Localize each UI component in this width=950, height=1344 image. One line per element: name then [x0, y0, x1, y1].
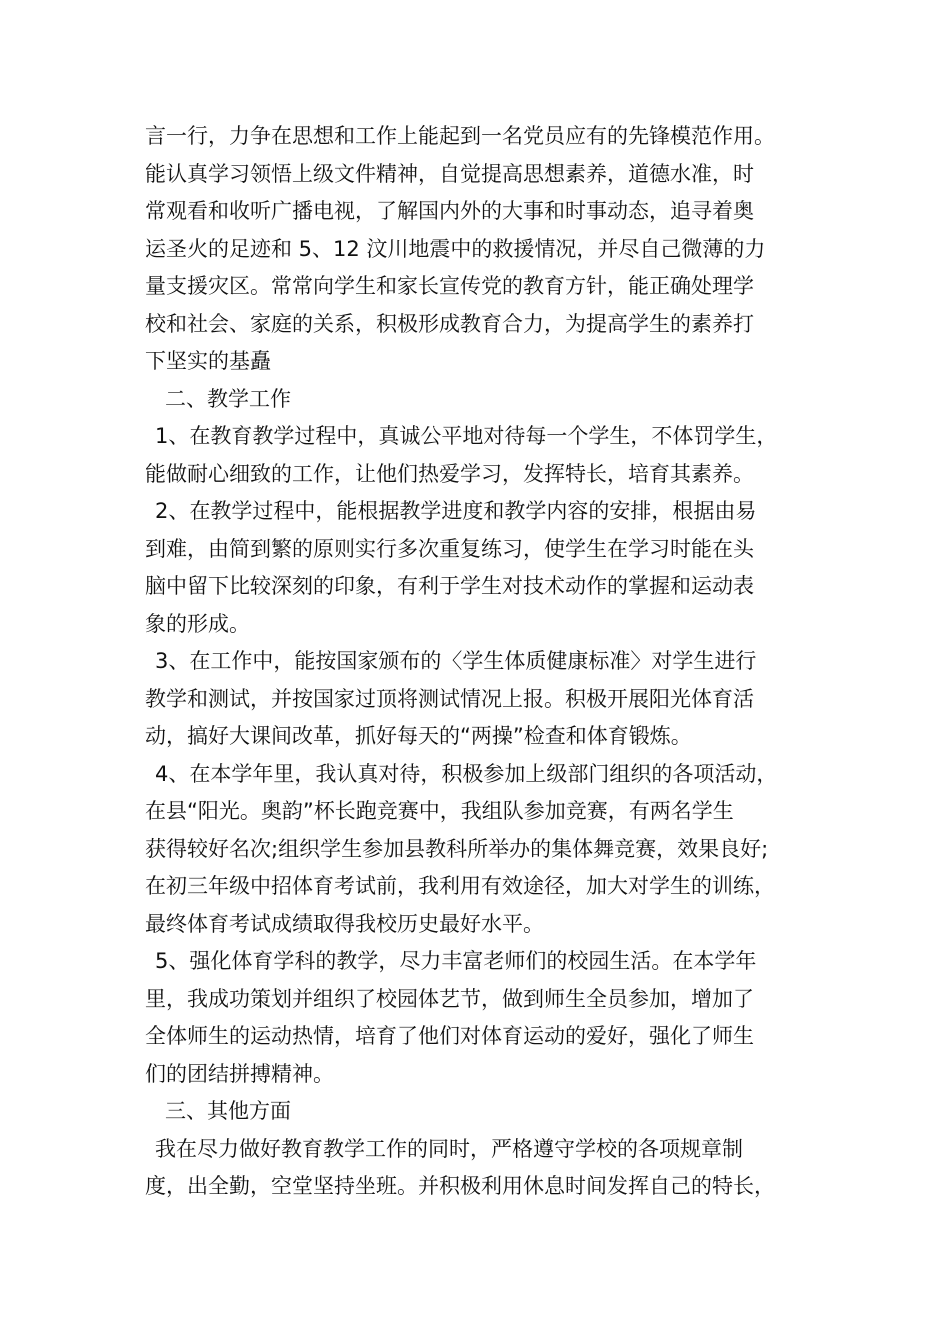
text-line: 动，搞好大课间改革，抓好每天的“两操”检查和体育锻炼。: [145, 724, 692, 748]
text-line: 能做耐心细致的工作，让他们热爱学习，发挥特长，培育其素养。: [145, 461, 754, 486]
text-line: 教学和测试，并按国家过顶将测试情况上报。积极开展阳光体育活: [145, 686, 754, 711]
text-line: 3、在工作中，能按国家颁布的〈学生体质健康标准〉对学生进行: [155, 649, 757, 673]
text-line: 下坚实的基矗: [145, 349, 271, 373]
text-line: 常观看和收听广播电视，了解国内外的大事和时事动态，追寻着奥: [145, 199, 754, 223]
text-line: 获得较好名次;组织学生参加县教科所举办的集体舞竞赛，效果良好;: [145, 836, 769, 861]
text-line: 我在尽力做好教育教学工作的同时，严格遵守学校的各项规章制: [155, 1136, 743, 1161]
text-line: 言一行，力争在思想和工作上能起到一名党员应有的先锋模范作用。: [145, 124, 775, 148]
text-line: 在初三年级中招体育考试前，我利用有效途径，加大对学生的训练，: [145, 874, 775, 898]
text-line: 能认真学习领悟上级文件精神，自觉提高思想素养，道德水准，时: [145, 161, 754, 186]
text-line: 们的团结拼搏精神。: [145, 1061, 334, 1086]
body-text: [145, 118, 835, 1206]
text-line: 脑中留下比较深刻的印象，有利于学生对技术动作的掌握和运动表: [145, 574, 754, 598]
text-line: 全体师生的运动热情，培育了他们对体育运动的爱好，强化了师生: [145, 1024, 754, 1048]
text-line: 最终体育考试成绩取得我校历史最好水平。: [145, 911, 544, 936]
text-line: 象的形成。: [145, 611, 250, 636]
text-line: 量支援灾区。常常向学生和家长宣传党的教育方针，能正确处理学: [145, 274, 754, 298]
text-line: 5、强化体育学科的教学，尽力丰富老师们的校园生活。在本学年: [155, 949, 757, 973]
section-heading: 三、其他方面: [165, 1099, 291, 1123]
text-line: 1、在教育教学过程中，真诚公平地对待每一个学生，不体罚学生，: [155, 424, 778, 448]
text-line: 在县“阳光。奥韵”杯长跑竞赛中，我组队参加竞赛，有两名学生: [145, 799, 734, 823]
text-line: 运圣火的足迹和 5、12 汶川地震中的救援情况，并尽自己微薄的力: [145, 236, 766, 261]
text-line: 度，出全勤，空堂坚持坐班。并积极利用休息时间发挥自己的特长，: [145, 1174, 775, 1198]
section-heading: 二、教学工作: [165, 386, 291, 411]
text-line: 到难，由简到繁的原则实行多次重复练习，使学生在学习时能在头: [145, 536, 754, 561]
text-line: 4、在本学年里，我认真对待，积极参加上级部门组织的各项活动，: [155, 761, 778, 786]
text-line: 校和社会、家庭的关系，积极形成教育合力，为提高学生的素养打: [145, 311, 754, 336]
text-line: 2、在教学过程中，能根据教学进度和教学内容的安排，根据由易: [155, 499, 757, 523]
text-line: 里，我成功策划并组织了校园体艺节，做到师生全员参加，增加了: [145, 986, 754, 1011]
